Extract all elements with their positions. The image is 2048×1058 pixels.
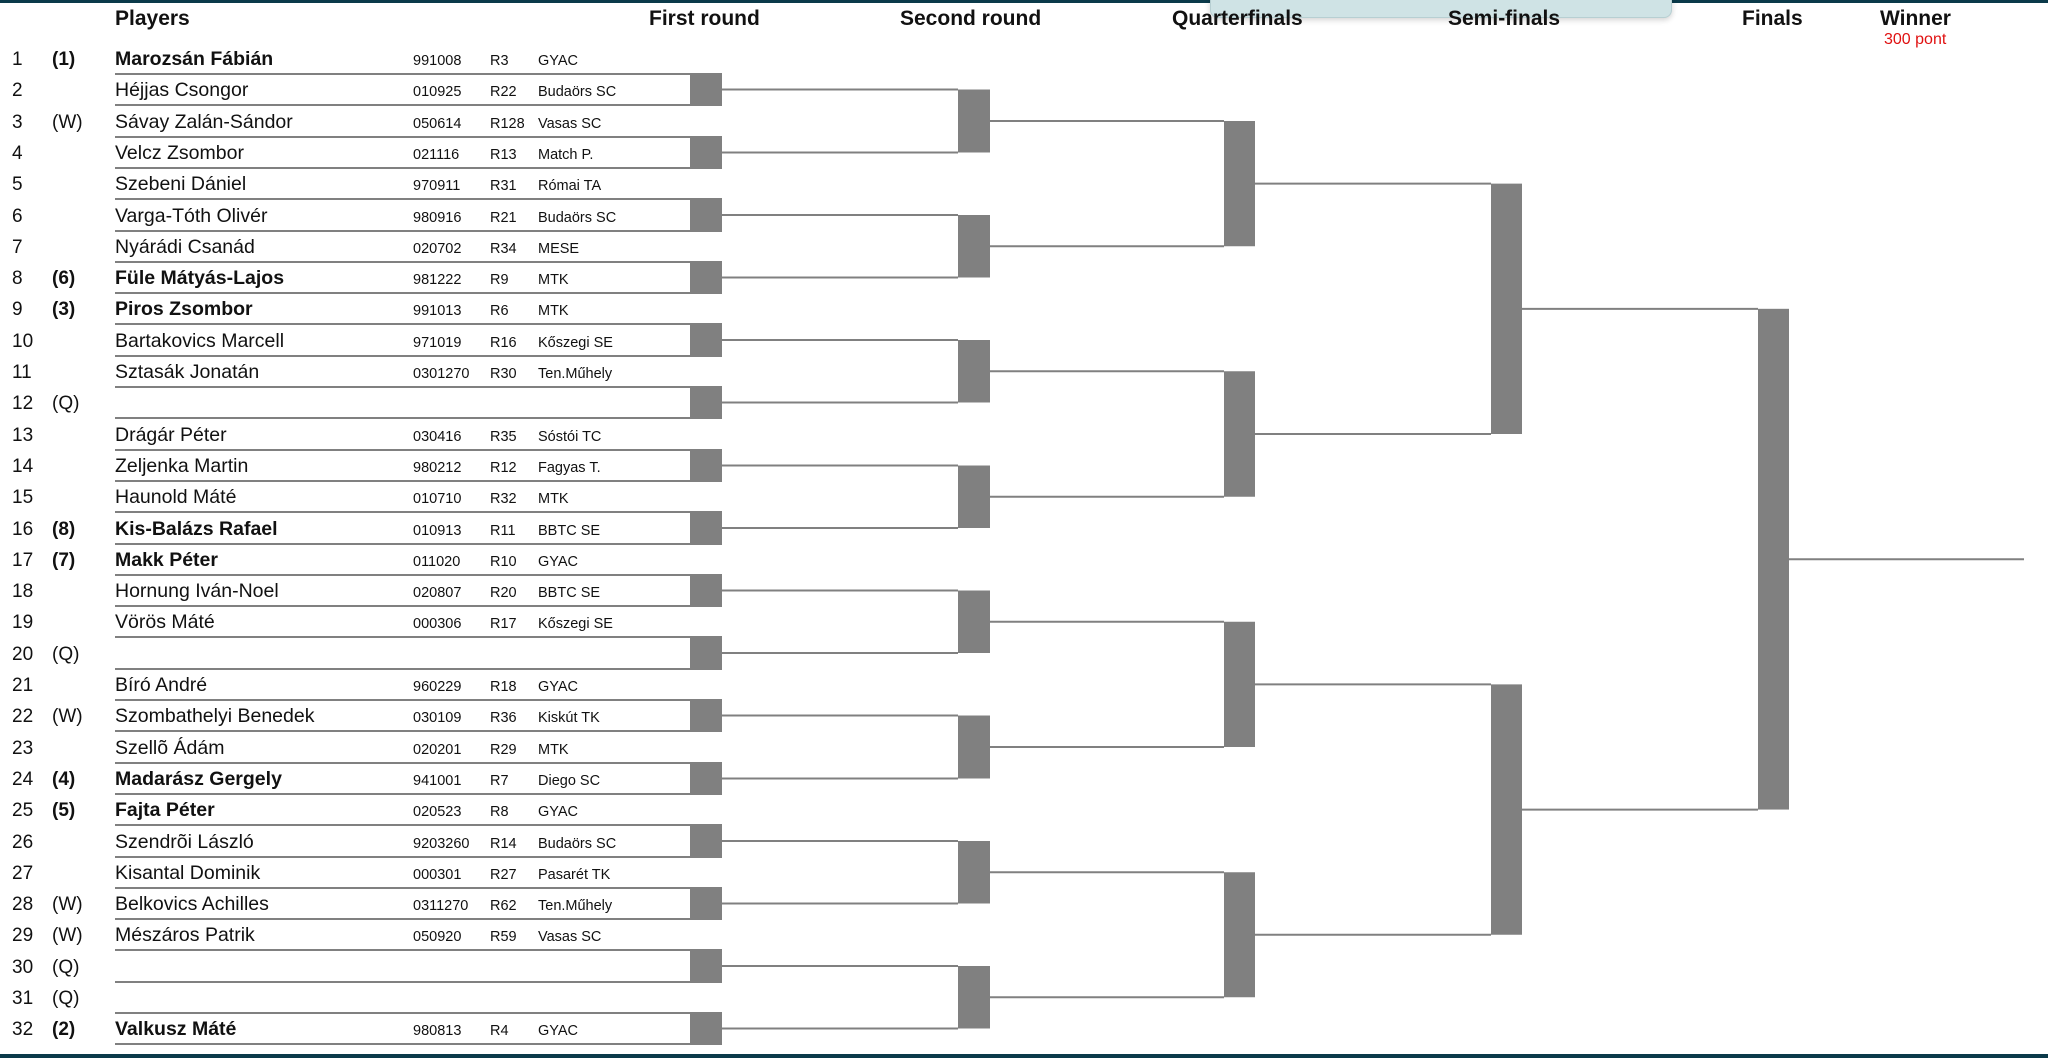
player-id: 010710 <box>413 491 462 507</box>
player-club: Sóstói TC <box>538 429 602 445</box>
draw-position: 19 <box>12 612 34 633</box>
seed-label: (Q) <box>52 988 80 1009</box>
seed-label: (1) <box>52 49 76 70</box>
player-id: 980916 <box>413 210 462 226</box>
header-semifinals: Semi-finals <box>1448 7 1561 30</box>
player-club: Budaörs SC <box>538 210 617 226</box>
player-id: 020702 <box>413 241 462 257</box>
draw-position: 2 <box>12 80 23 101</box>
player-club: Budaörs SC <box>538 84 617 100</box>
round1-match-box <box>690 386 722 419</box>
header-finals: Finals <box>1742 7 1803 30</box>
player-club: Ten.Műhely <box>538 898 613 914</box>
quarterfinal-match-box <box>1224 622 1255 747</box>
player-rank: R6 <box>490 303 509 319</box>
player-club: GYAC <box>538 53 579 69</box>
draw-position: 15 <box>12 487 34 508</box>
header-second-round: Second round <box>900 7 1042 30</box>
player-name: Szebeni Dániel <box>115 173 247 195</box>
round2-match-box <box>958 340 990 403</box>
player-club: GYAC <box>538 804 579 820</box>
player-rank: R22 <box>490 84 517 100</box>
player-name: Vörös Máté <box>115 611 215 633</box>
round2-match-box <box>958 466 990 529</box>
draw-position: 29 <box>12 925 34 946</box>
draw-position: 14 <box>12 456 34 477</box>
player-id: 050614 <box>413 116 462 132</box>
player-rank: R29 <box>490 742 517 758</box>
round1-match-box <box>690 511 722 545</box>
player-name: Szellõ Ádám <box>115 737 225 759</box>
player-rank: R14 <box>490 836 517 852</box>
player-name: Makk Péter <box>115 549 218 571</box>
player-name: Sztasák Jonatán <box>115 361 260 383</box>
seed-label: (7) <box>52 550 76 571</box>
player-name: Sávay Zalán-Sándor <box>115 111 293 133</box>
player-name: Marozsán Fábián <box>115 48 274 70</box>
player-name: Hornung Iván-Noel <box>115 580 279 602</box>
draw-position: 16 <box>12 519 34 540</box>
player-club: BBTC SE <box>538 585 601 601</box>
player-club: Vasas SC <box>538 929 602 945</box>
player-name: Kisantal Dominik <box>115 862 261 884</box>
player-name: Piros Zsombor <box>115 298 253 320</box>
seed-label: (Q) <box>52 644 80 665</box>
player-rank: R34 <box>490 241 517 257</box>
player-club: Pasarét TK <box>538 867 611 883</box>
round1-match-box <box>690 949 722 983</box>
quarterfinal-match-box <box>1224 872 1255 997</box>
round1-match-box <box>690 699 722 732</box>
draw-position: 23 <box>12 738 34 759</box>
player-rank: R18 <box>490 679 517 695</box>
round1-match-box <box>690 136 722 169</box>
player-rank: R31 <box>490 178 517 194</box>
player-name: Mészáros Patrik <box>115 924 255 946</box>
seed-label: (4) <box>52 769 76 790</box>
round1-match-box <box>690 261 722 294</box>
player-club: GYAC <box>538 554 579 570</box>
player-rank: R13 <box>490 147 517 163</box>
draw-position: 6 <box>12 206 23 227</box>
semifinal-match-box <box>1491 184 1522 434</box>
player-name: Haunold Máté <box>115 486 237 508</box>
seed-label: (5) <box>52 800 76 821</box>
player-rank: R62 <box>490 898 517 914</box>
player-id: 010913 <box>413 523 462 539</box>
player-id: 0301270 <box>413 366 470 382</box>
player-name: Zeljenka Martin <box>115 455 249 477</box>
round2-match-box <box>958 215 990 278</box>
round1-match-box <box>690 323 722 357</box>
player-rank: R32 <box>490 491 517 507</box>
round1-match-box <box>690 198 722 232</box>
round1-match-box <box>690 1012 722 1045</box>
window-bottom-border <box>0 1054 2048 1058</box>
player-name: Drágár Péter <box>115 424 227 446</box>
player-id: 941001 <box>413 773 462 789</box>
player-name: Madarász Gergely <box>115 768 282 790</box>
player-name: Belkovics Achilles <box>115 893 269 915</box>
player-rank: R12 <box>490 460 517 476</box>
player-id: 000306 <box>413 616 462 632</box>
player-rank: R17 <box>490 616 517 632</box>
player-name: Varga-Tóth Olivér <box>115 205 268 227</box>
player-rank: R16 <box>490 335 517 351</box>
player-rank: R59 <box>490 929 517 945</box>
player-name: Nyárádi Csanád <box>115 236 255 258</box>
player-name: Fajta Péter <box>115 799 215 821</box>
player-id: 020201 <box>413 742 462 758</box>
player-club: GYAC <box>538 1023 579 1039</box>
semifinal-match-box <box>1491 684 1522 934</box>
draw-position: 8 <box>12 268 23 289</box>
header-quarterfinals: Quarterfinals <box>1172 7 1303 30</box>
draw-position: 1 <box>12 49 23 70</box>
player-club: Kőszegi SE <box>538 335 613 351</box>
player-id: 960229 <box>413 679 462 695</box>
round2-match-box <box>958 966 990 1029</box>
player-rank: R4 <box>490 1023 509 1039</box>
player-id: 030109 <box>413 710 462 726</box>
player-name: Héjjas Csongor <box>115 79 249 101</box>
player-club: GYAC <box>538 679 579 695</box>
draw-position: 31 <box>12 988 34 1009</box>
player-name: Velcz Zsombor <box>115 142 244 164</box>
seed-label: (3) <box>52 299 76 320</box>
player-id: 9203260 <box>413 836 470 852</box>
player-rank: R30 <box>490 366 517 382</box>
player-id: 980212 <box>413 460 462 476</box>
draw-position: 4 <box>12 143 23 164</box>
draw-position: 32 <box>12 1019 34 1040</box>
player-name: Szombathelyi Benedek <box>115 705 315 727</box>
seed-label: (2) <box>52 1019 76 1040</box>
player-club: Budaörs SC <box>538 836 617 852</box>
player-rank: R10 <box>490 554 517 570</box>
player-rank: R36 <box>490 710 517 726</box>
seed-label: (8) <box>52 519 76 540</box>
draw-position: 20 <box>12 644 34 665</box>
draw-position: 7 <box>12 237 23 258</box>
seed-label: (W) <box>52 112 83 133</box>
round1-match-box <box>690 887 722 920</box>
player-club: MTK <box>538 272 569 288</box>
player-id: 020807 <box>413 585 462 601</box>
player-rank: R11 <box>490 523 516 539</box>
player-id: 981222 <box>413 272 462 288</box>
player-club: Vasas SC <box>538 116 602 132</box>
player-club: MESE <box>538 241 580 257</box>
player-rank: R35 <box>490 429 517 445</box>
player-club: Kőszegi SE <box>538 616 613 632</box>
draw-position: 26 <box>12 832 34 853</box>
player-id: 020523 <box>413 804 462 820</box>
final-match-box <box>1758 309 1789 810</box>
player-rank: R9 <box>490 272 509 288</box>
quarterfinal-match-box <box>1224 371 1255 497</box>
player-name: Bíró André <box>115 674 208 696</box>
round1-match-box <box>690 574 722 607</box>
player-club: Match P. <box>538 147 594 163</box>
player-rank: R3 <box>490 53 509 69</box>
player-id: 971019 <box>413 335 462 351</box>
player-id: 980813 <box>413 1023 462 1039</box>
round1-match-box <box>690 636 722 670</box>
player-id: 030416 <box>413 429 462 445</box>
player-rank: R20 <box>490 585 517 601</box>
player-rank: R21 <box>490 210 517 226</box>
seed-label: (Q) <box>52 393 80 414</box>
draw-position: 25 <box>12 800 34 821</box>
quarterfinal-match-box <box>1224 121 1255 246</box>
draw-position: 27 <box>12 863 34 884</box>
draw-position: 10 <box>12 331 34 352</box>
player-id: 0311270 <box>413 898 469 914</box>
draw-position: 11 <box>12 362 32 383</box>
draw-position: 13 <box>12 425 34 446</box>
player-name: Valkusz Máté <box>115 1018 237 1040</box>
player-club: MTK <box>538 491 569 507</box>
round1-match-box <box>690 449 722 482</box>
player-club: Diego SC <box>538 773 601 789</box>
player-club: BBTC SE <box>538 523 601 539</box>
player-id: 991008 <box>413 53 462 69</box>
round1-match-box <box>690 73 722 106</box>
player-club: Ten.Műhely <box>538 366 613 382</box>
round2-match-box <box>958 90 990 153</box>
player-club: Kiskút TK <box>538 710 600 726</box>
seed-label: (W) <box>52 706 83 727</box>
player-club: Fagyas T. <box>538 460 601 476</box>
seed-label: (W) <box>52 925 83 946</box>
draw-position: 9 <box>12 299 23 320</box>
player-rank: R8 <box>490 804 509 820</box>
draw-position: 3 <box>12 112 23 133</box>
player-club: MTK <box>538 303 569 319</box>
player-name: Szendrõi László <box>115 831 254 853</box>
player-rank: R27 <box>490 867 517 883</box>
draw-position: 21 <box>12 675 34 696</box>
seed-label: (Q) <box>52 957 80 978</box>
round1-match-box <box>690 824 722 858</box>
player-rank: R7 <box>490 773 509 789</box>
draw-position: 12 <box>12 393 34 414</box>
player-name: Kis-Balázs Rafael <box>115 518 278 540</box>
draw-position: 24 <box>12 769 34 790</box>
player-id: 011020 <box>413 554 461 570</box>
seed-label: (6) <box>52 268 76 289</box>
player-id: 970911 <box>413 178 461 194</box>
draw-position: 18 <box>12 581 34 602</box>
round1-match-box <box>690 762 722 795</box>
header-first-round: First round <box>649 7 760 30</box>
round2-match-box <box>958 591 990 654</box>
winner-points: 300 pont <box>1884 31 1947 48</box>
player-id: 050920 <box>413 929 462 945</box>
player-rank: R128 <box>490 116 525 132</box>
player-id: 991013 <box>413 303 462 319</box>
header-winner: Winner <box>1880 7 1951 30</box>
player-id: 010925 <box>413 84 462 100</box>
player-name: Bartakovics Marcell <box>115 330 285 352</box>
draw-position: 17 <box>12 550 34 571</box>
player-club: MTK <box>538 742 569 758</box>
player-club: Római TA <box>538 178 602 194</box>
draw-position: 5 <box>12 174 23 195</box>
draw-position: 22 <box>12 706 34 727</box>
player-id: 000301 <box>413 867 462 883</box>
draw-position: 30 <box>12 957 34 978</box>
header-players: Players <box>115 7 190 30</box>
round2-match-box <box>958 841 990 904</box>
round2-match-box <box>958 716 990 779</box>
seed-label: (W) <box>52 894 83 915</box>
player-id: 021116 <box>413 147 460 163</box>
draw-position: 28 <box>12 894 34 915</box>
player-name: Füle Mátyás-Lajos <box>115 267 285 289</box>
